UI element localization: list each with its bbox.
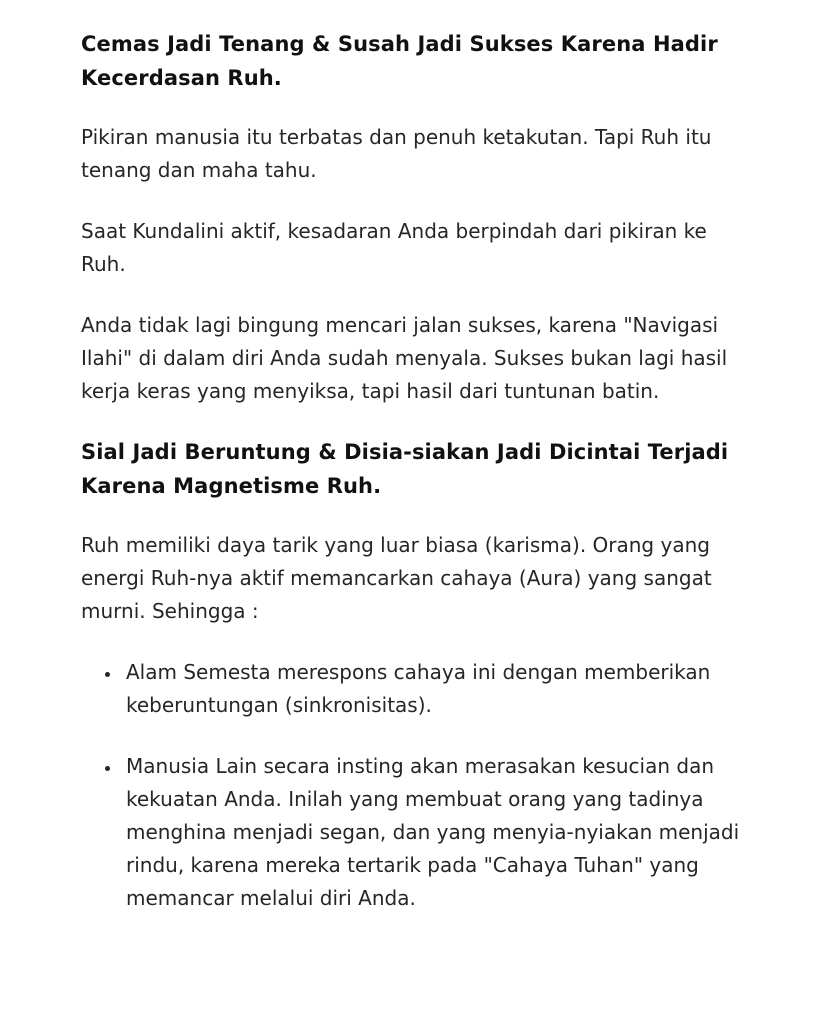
section-magnetisme-ruh (81, 436, 745, 915)
paragraph: Saat Kundalini aktif, kesadaran Anda berpindah dari pikiran ke Ruh. (81, 219, 707, 277)
paragraph: Pikiran manusia itu terbatas dan penuh ketakutan. Tapi Ruh itu tenang dan maha tahu. (81, 125, 712, 183)
section-kecerdasan-ruh (81, 28, 745, 408)
section-heading-magnetisme-ruh: Sial Jadi Beruntung & Disia-siakan Jadi Dicintai Terjadi Karena Magnetisme Ruh. (81, 440, 729, 498)
bullet-list (81, 656, 745, 915)
list-item: • Manusia Lain secara insting akan merasakan kesucian dan kekuatan Anda. Inilah yang membuat orang yang tadinya menghina menjadi segan, dan yang menyia-nyiakan menjadi rindu, karena mereka tertarik pada "Cahaya Tuhan" yang memancar melalui diri Anda. (122, 750, 745, 915)
section-heading-kecerdasan-ruh: Cemas Jadi Tenang & Susah Jadi Sukses Karena Hadir Kecerdasan Ruh. (81, 32, 718, 90)
paragraph: Anda tidak lagi bingung mencari jalan sukses, karena "Navigasi Ilahi" di dalam diri Anda sudah menyala. Sukses bukan lagi hasil kerja keras yang menyiksa, tapi hasil dari tuntunan batin. (81, 313, 728, 404)
list-item: • Alam Semesta merespons cahaya ini dengan memberikan keberuntungan (sinkronisitas). (122, 656, 745, 722)
paragraph: Ruh memiliki daya tarik yang luar biasa (karisma). Orang yang energi Ruh-nya aktif memancarkan cahaya (Aura) yang sangat murni. Sehingga : (81, 533, 712, 624)
